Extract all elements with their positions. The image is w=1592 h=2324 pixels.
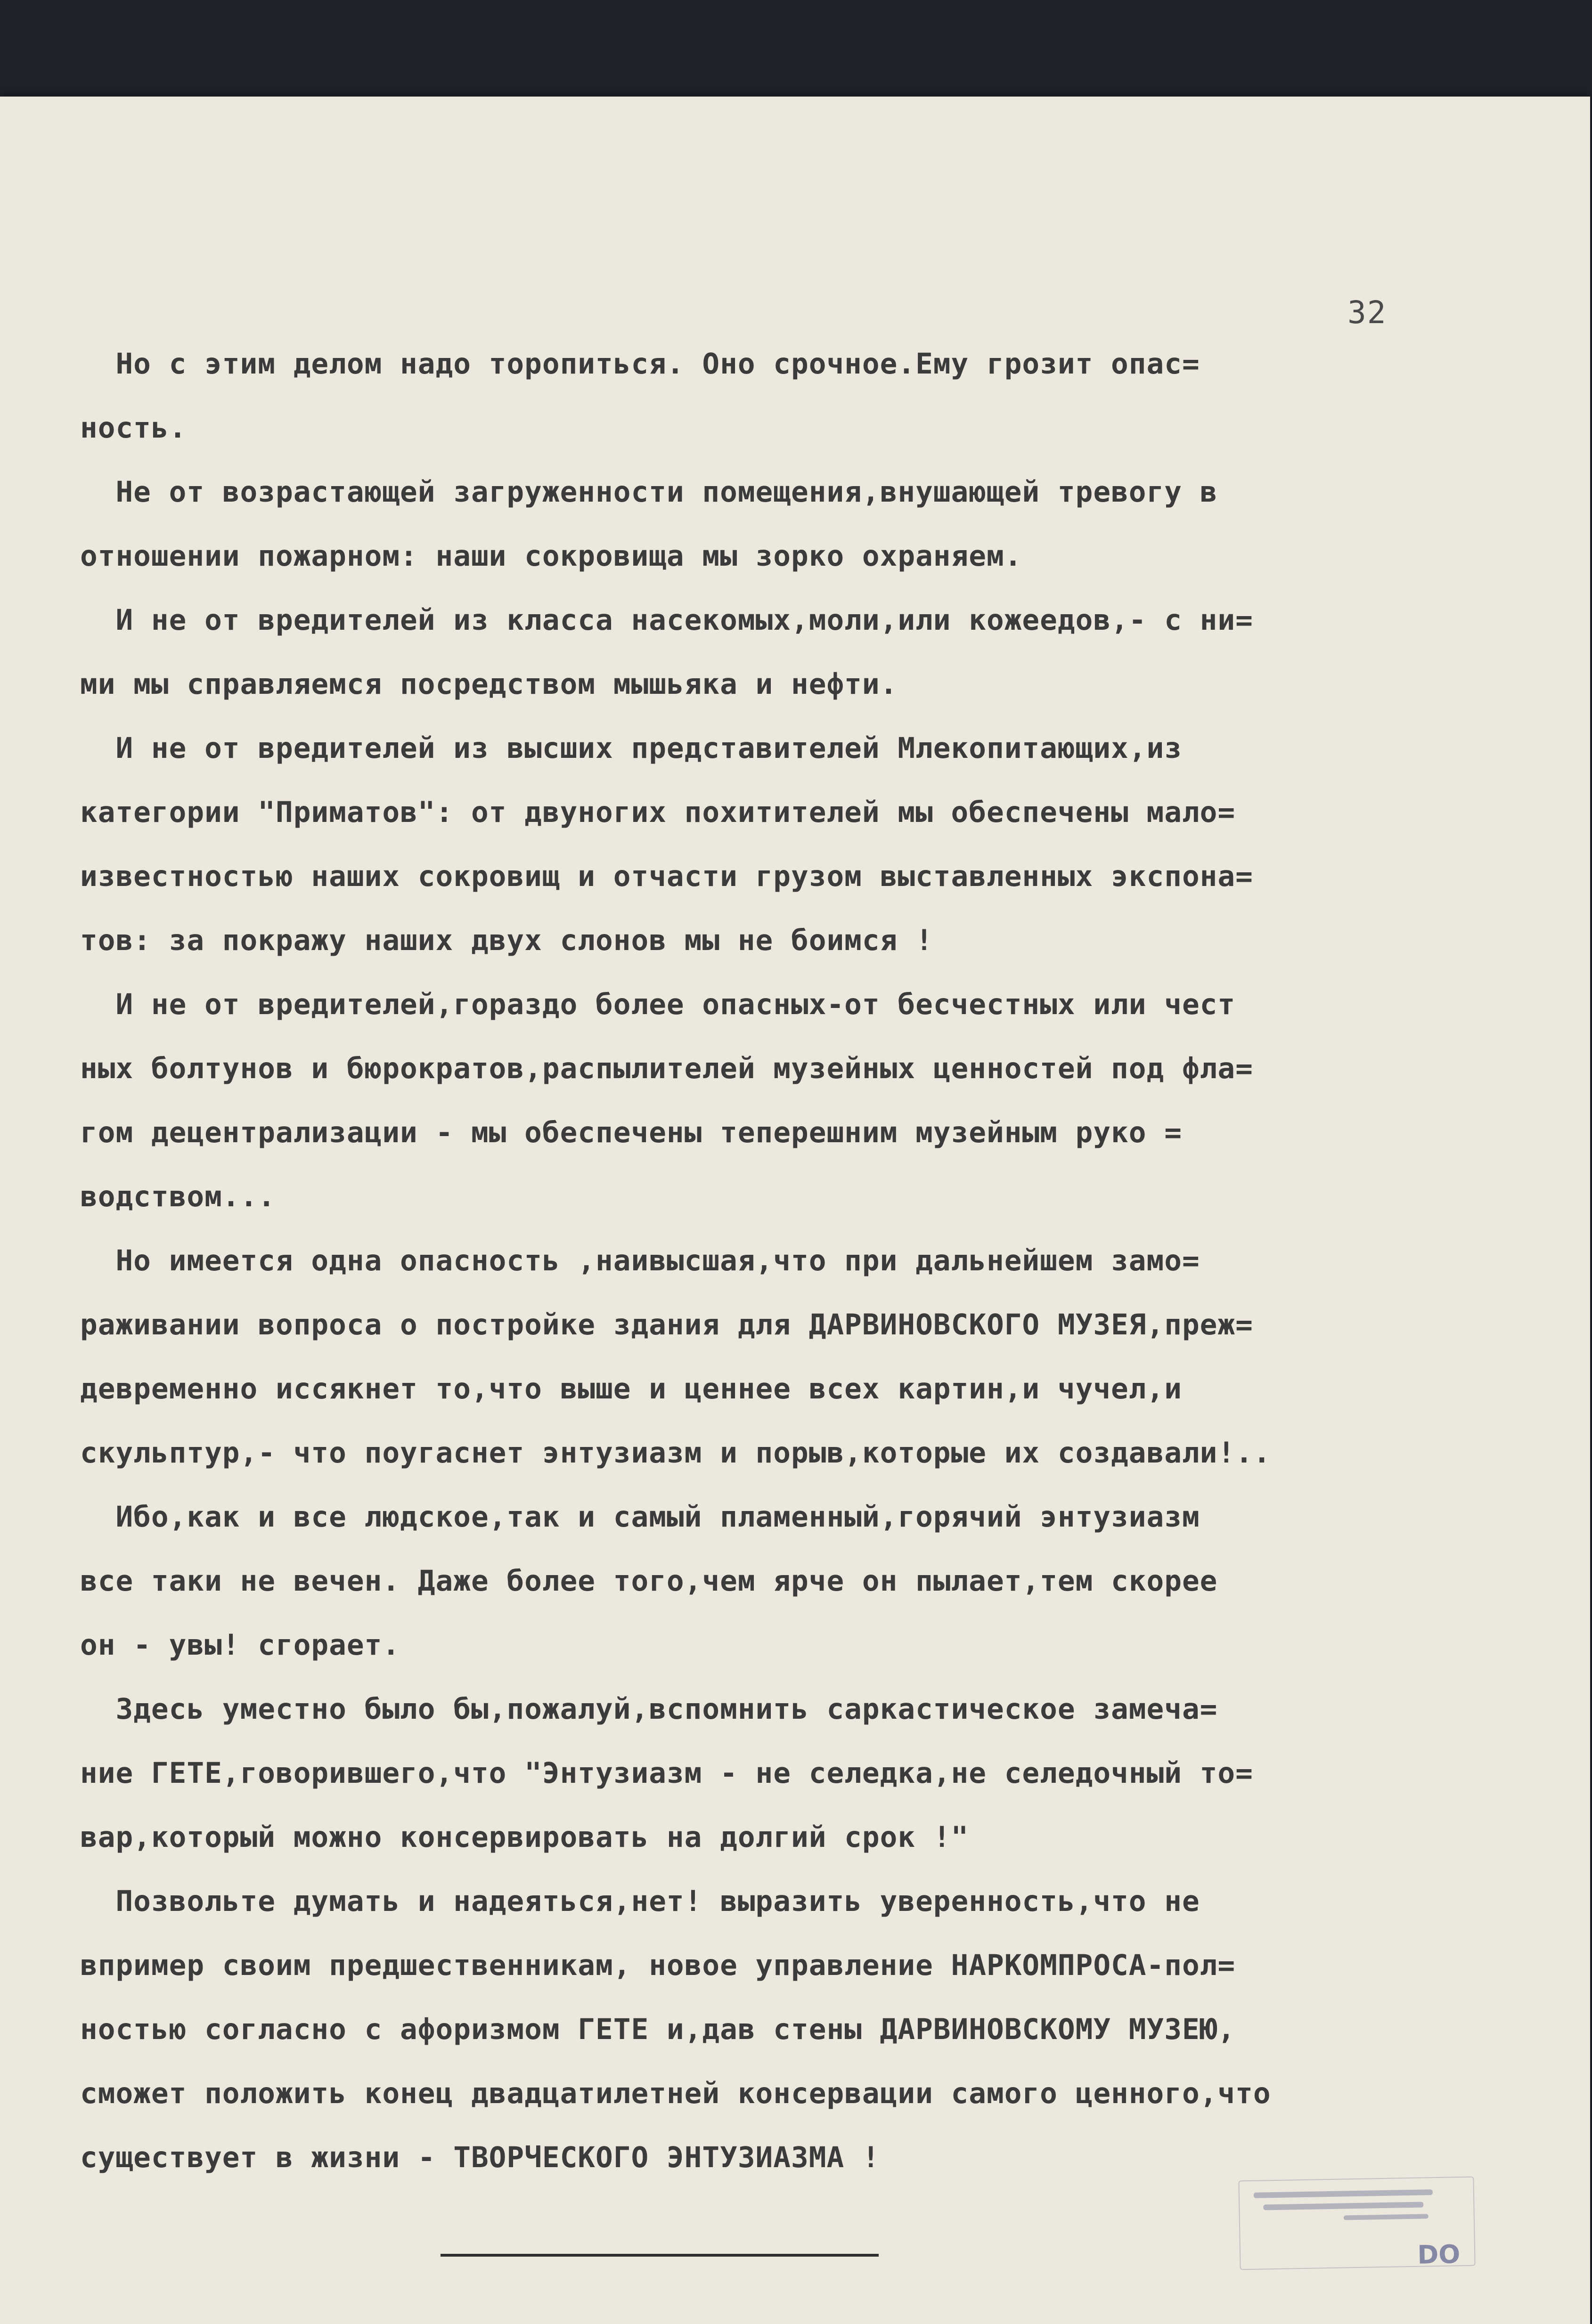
stamp-number: DO	[1417, 2239, 1461, 2270]
text-line: категории "Приматов": от двуногих похитителей мы обеспечены мало=	[80, 796, 1236, 829]
document-page	[0, 97, 1590, 2324]
text-line: Но имеется одна опасность ,наивысшая,что при дальнейшем замо=	[80, 1244, 1200, 1277]
text-line: существует в жизни - ТВОРЧЕСКОГО ЭНТУЗИАЗМА !	[80, 2141, 880, 2174]
page-number: 32	[1347, 294, 1387, 331]
text-line: все таки не вечен. Даже более того,чем ярче он пылает,тем скорее	[80, 1564, 1218, 1598]
text-line: девременно иссякнет то,что выше и ценнее всех картин,и чучел,и	[80, 1372, 1182, 1406]
text-line: Ибо,как и все людское,так и самый пламенный,горячий энтузиазм	[80, 1500, 1200, 1534]
text-line: И не от вредителей из высших представителей Млекопитающих,из	[80, 731, 1182, 765]
text-line: вар,который можно консервировать на долгий срок !"	[80, 1820, 969, 1854]
text-line: ностью согласно с афоризмом ГЕТЕ и,дав стены ДАРВИНОВСКОМУ МУЗЕЮ,	[80, 2013, 1236, 2046]
text-line: ность.	[80, 411, 187, 445]
text-line: отношении пожарном: наши сокровища мы зорко охраняем.	[80, 539, 1022, 573]
text-line: раживании вопроса о постройке здания для ДАРВИНОВСКОГО МУЗЕЯ,преж=	[80, 1308, 1253, 1341]
text-line: сможет положить конец двадцатилетней консервации самого ценного,что	[80, 2077, 1271, 2110]
text-line: тов: за покражу наших двух слонов мы не боимся !	[80, 924, 933, 957]
text-line: известностью наших сокровищ и отчасти грузом выставленных экспона=	[80, 860, 1253, 893]
text-line: гом децентрализации - мы обеспечены теперешним музейным руко =	[80, 1116, 1182, 1149]
text-line: И не от вредителей из класса насекомых,моли,или кожеедов,- с ни=	[80, 603, 1253, 637]
text-line: скульптур,- что поугаснет энтузиазм и порыв,которые их создавали!..	[80, 1436, 1271, 1470]
text-line: И не от вредителей,гораздо более опасных-от бесчестных или чест	[80, 988, 1236, 1021]
archive-stamp	[1238, 2177, 1475, 2270]
text-line: Но с этим делом надо торопиться. Оно срочное.Ему грозит опас=	[80, 347, 1200, 381]
closing-rule-line	[441, 2254, 879, 2257]
text-line: водством...	[80, 1180, 276, 1213]
text-line: ние ГЕТЕ,говорившего,что "Энтузиазм - не селедка,не селедочный то=	[80, 1756, 1253, 1790]
text-line: ми мы справляемся посредством мышьяка и нефти.	[80, 667, 898, 701]
text-line: ных болтунов и бюрократов,распылителей музейных ценностей под фла=	[80, 1052, 1253, 1085]
text-line: он - увы! сгорает.	[80, 1628, 400, 1662]
stamp-illegible-text	[1249, 2184, 1457, 2240]
text-line: Позвольте думать и надеяться,нет! выразить уверенность,что не	[80, 1885, 1200, 1918]
text-line: Не от возрастающей загруженности помещения,внушающей тревогу в	[80, 475, 1218, 509]
text-line: впример своим предшественникам, новое управление НАРКОМПРОСА-пол=	[80, 1949, 1236, 1982]
text-line: Здесь уместно было бы,пожалуй,вспомнить саркастическое замеча=	[80, 1692, 1218, 1726]
typed-text-body	[80, 332, 1494, 2190]
